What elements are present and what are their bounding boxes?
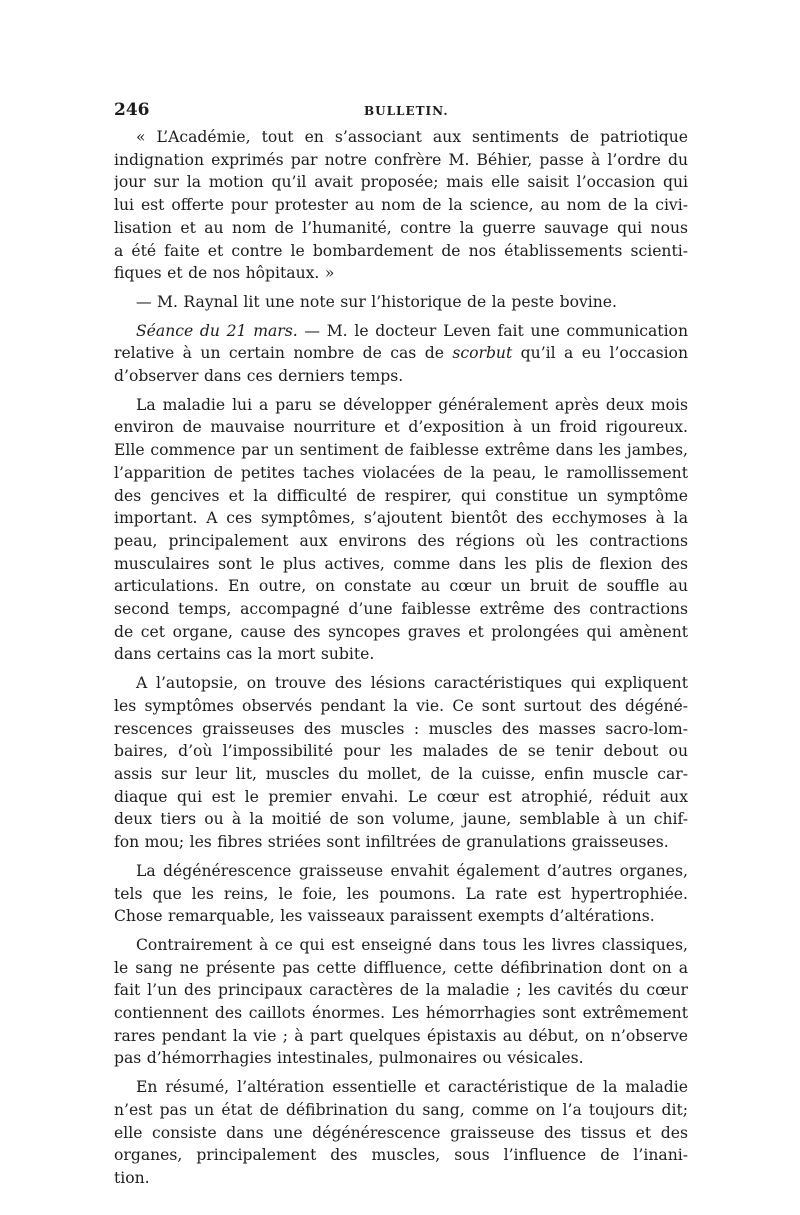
text-line: En résumé, l’altération essentielle et caractéristique de la maladie [136,1078,688,1097]
text-line: contiennent des caillots énormes. Les hémorrhagies sont extrêmement [114,1004,688,1023]
text-line: pas d’hémorrhagies intestinales, pulmonaires ou vésicales. [114,1049,584,1068]
text-line: a été faite et contre le bombardement de nos établissements scienti- [114,241,688,260]
text-line: lisation et au nom de l’humanité, contre la guerre sauvage qui nous [114,218,688,237]
text-line: dans certains cas la mort subite. [114,645,375,664]
text-line: diaque qui est le premier envahi. Le cœur est atrophié, réduit aux [114,787,688,806]
text-line: La dégénérescence graisseuse envahit également d’autres organes, [136,861,688,880]
text-line: indignation exprimés par notre confrère M. Béhier, passe à l’ordre du [114,150,688,169]
text-line: fon mou; les fibres striées sont infiltrées de granulations graisseuses. [114,833,669,852]
text-line: jour sur la motion qu’il avait proposée; mais elle saisit l’occasion qui [114,173,688,192]
running-head [114,96,688,126]
text-line: second temps, accompagné d’une faiblesse extrême des contractions [114,600,688,619]
document-page [114,96,688,1190]
paragraph [114,672,688,854]
text-line: les symptômes observés pendant la vie. Ce sont surtout des dégéné- [114,696,688,715]
text-line: rares pendant la vie ; à part quelques épistaxis au début, on n’observe [114,1026,688,1045]
text-line: musculaires sont le plus actives, comme dans les plis de flexion des [114,554,688,573]
running-title: BULLETIN. [364,104,449,118]
text-line: important. A ces symptômes, s’ajoutent bientôt des ecchymoses à la [114,509,688,528]
text-line: baires, d’où l’impossibilité pour les malades de se tenir debout ou [114,742,688,761]
text-line: d’observer dans ces derniers temps. [114,367,404,386]
text-line: Contrairement à ce qui est enseigné dans tous les livres classiques, [136,935,688,954]
text-line: fait l’un des principaux caractères de la maladie ; les cavités du cœur [114,981,688,1000]
text-line: Elle commence par un sentiment de faiblesse extrême dans les jambes, [114,441,688,460]
text-line: articulations. En outre, on constate au cœur un bruit de souffle au [114,577,688,596]
text-line: environ de mauvaise nourriture et d’exposition à un froid rigoureux. [114,418,688,437]
page-number: 246 [114,100,150,120]
text-line: Séance du 21 mars. — M. le docteur Leven fait une communication [136,321,688,340]
text-line: elle consiste dans une dégénérescence graisseuse des tissus et des [114,1123,688,1142]
text-line: — M. Raynal lit une note sur l’historique de la peste bovine. [136,292,617,311]
text-line: rescences graisseuses des muscles : muscles des masses sacro-lom- [114,719,688,738]
body-text [114,126,688,1190]
paragraph [114,1076,688,1190]
text-line: La maladie lui a paru se développer généralement après deux mois [136,395,688,414]
text-line: n’est pas un état de défibrination du sang, comme on l’a toujours dit; [114,1100,688,1119]
text-line: l’apparition de petites taches violacées de la peau, le ramollissement [114,463,688,482]
text-line: tels que les reins, le foie, les poumons. La rate est hypertrophiée. [114,884,688,903]
paragraph [114,126,688,285]
paragraph [114,934,688,1070]
paragraph [114,860,688,928]
text-line: peau, principalement aux environs des régions où les contractions [114,531,688,550]
text-line: tion. [114,1168,150,1187]
text-line: deux tiers ou à la moitié de son volume, jaune, semblable à un chif- [114,810,688,829]
paragraph [114,291,688,314]
text-line: relative à un certain nombre de cas de scorbut qu’il a eu l’occasion [114,344,688,363]
text-line: de cet organe, cause des syncopes graves et prolongées qui amènent [114,622,688,641]
text-line: Chose remarquable, les vaisseaux paraissent exempts d’altérations. [114,907,655,926]
text-line: assis sur leur lit, muscles du mollet, de la cuisse, enfin muscle car- [114,764,688,783]
text-line: fiques et de nos hôpitaux. » [114,264,335,283]
text-line: le sang ne présente pas cette diffluence, cette défibrination dont on a [114,958,688,977]
text-line: organes, principalement des muscles, sous l’influence de l’inani- [114,1146,688,1165]
paragraph [114,394,688,666]
text-line: lui est offerte pour protester au nom de la science, au nom de la civi- [114,196,688,215]
text-line: A l’autopsie, on trouve des lésions caractéristiques qui expliquent [136,674,688,693]
text-line: « L’Académie, tout en s’associant aux sentiments de patriotique [136,128,688,146]
paragraph [114,320,688,388]
text-line: des gencives et la difficulté de respirer, qui constitue un symptôme [114,486,688,505]
